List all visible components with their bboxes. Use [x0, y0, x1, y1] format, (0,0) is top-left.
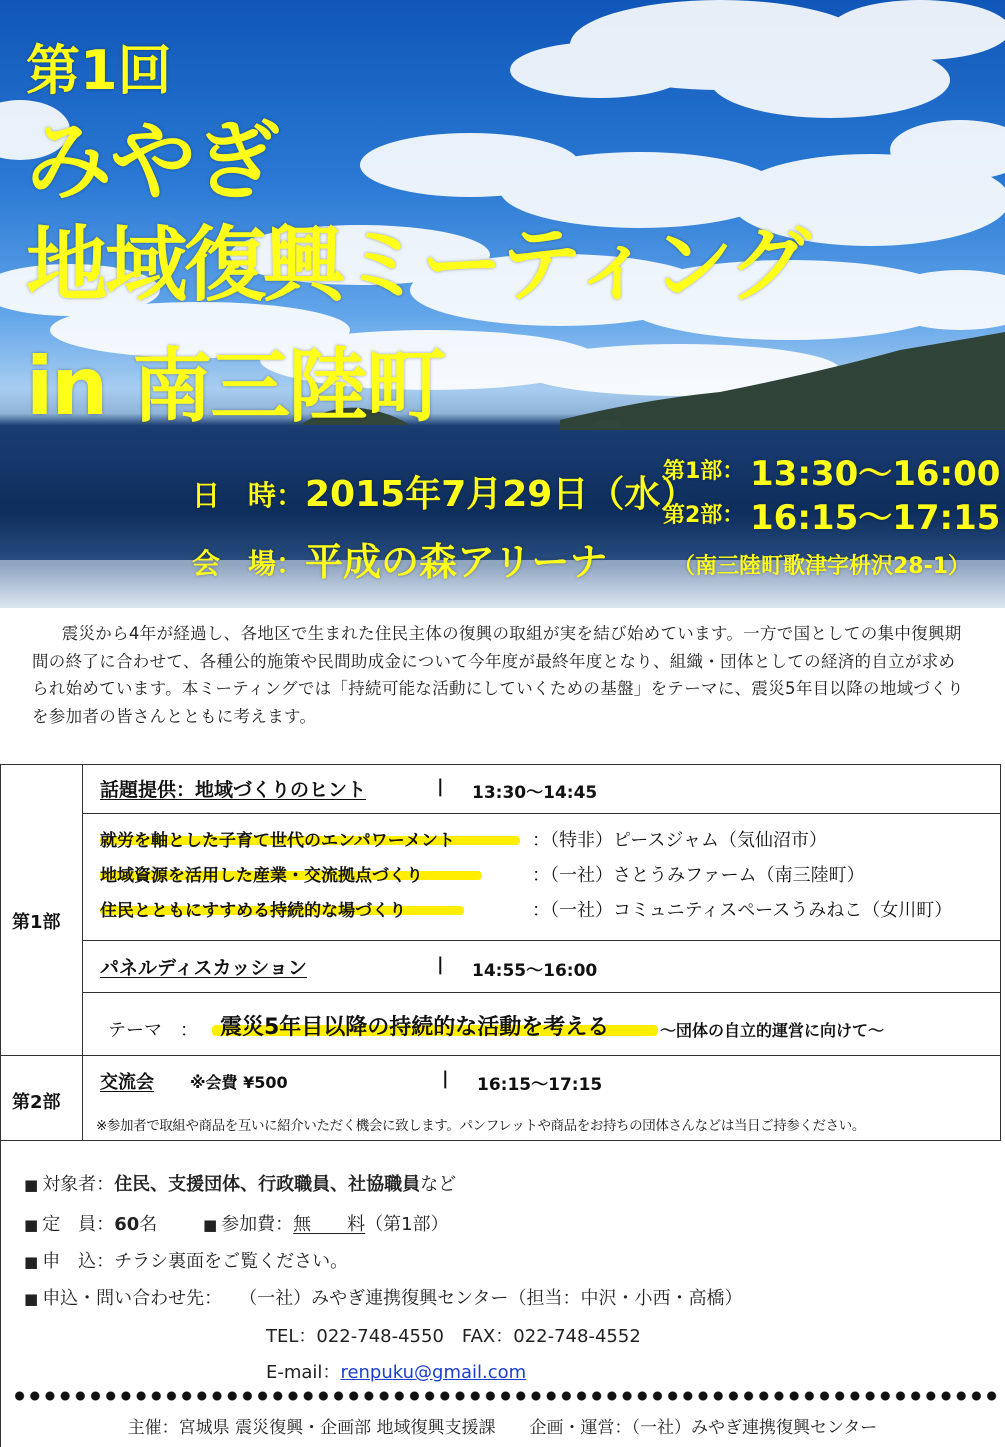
email-label: E-mail： [266, 1362, 341, 1383]
table-divider [82, 813, 1001, 814]
page-left-border [0, 764, 1, 1447]
exchange-fee: ※会費 ¥500 [190, 1073, 288, 1092]
hero-banner [0, 0, 1005, 608]
bullet-square: ■ [24, 1216, 39, 1234]
table-divider [0, 1055, 1001, 1056]
exchange-separator: | [442, 1068, 449, 1089]
part1-heading: 第1部 [12, 912, 61, 933]
bullet-square: ■ [202, 1216, 218, 1234]
exchange-note: ※参加者で取組や商品を互いに紹介いただく機会に致します。パンフレットや商品をお持ちの団体さんなどは当日ご持参ください。 [96, 1118, 865, 1134]
topic-organization: ：（特非）ピースジャム（気仙沼市） [532, 830, 828, 851]
topic-organization: ：（一社）コミュニティスペースうみねこ（女川町） [532, 900, 953, 921]
talk-time: 13:30〜14:45 [472, 783, 598, 803]
apply-value: チラシ裏面をご覧ください。 [114, 1251, 349, 1272]
topic-title: 住民とともにすすめる持続的な場づくり [100, 901, 407, 921]
edition-label: 第1回 [26, 39, 172, 102]
title-line-location: in 南三陸町 [26, 340, 445, 433]
apply-row [24, 1247, 348, 1273]
dotted-divider [12, 1388, 997, 1404]
part1-label: 第1部： [663, 459, 745, 484]
table-column-divider [82, 764, 83, 1140]
panel-title: パネルディスカッション [100, 957, 307, 979]
part2-time: 16:15〜17:15 [750, 498, 1001, 538]
contact-value: （一社）みやぎ連携復興センター（担当：中沢・小西・高橋） [248, 1288, 743, 1309]
date-value: 2015年7月29日（水） [305, 474, 697, 515]
part2-heading: 第2部 [12, 1092, 61, 1113]
contact-label: 申込・問い合わせ先： [42, 1288, 223, 1309]
bullet-square: ■ [24, 1253, 39, 1271]
exchange-time: 16:15〜17:15 [477, 1075, 603, 1095]
topic-organization: ：（一社）さとうみファーム（南三陸町） [532, 865, 865, 886]
title-line-miyagi: みやぎ [26, 112, 278, 212]
bullet-square: ■ [24, 1290, 39, 1308]
target-row [24, 1170, 456, 1196]
fee-value: 無 料 [293, 1214, 366, 1235]
fee-label: 参加費： [221, 1214, 294, 1235]
theme-title: 震災5年目以降の持続的な活動を考える [220, 1015, 610, 1040]
footer-organizers: 主催：宮城県 震災復興・企画部 地域復興支援課 企画・運営：（一社）みやぎ連携復興センター [127, 1418, 878, 1438]
table-bottom-border [0, 1140, 1001, 1141]
email-link[interactable]: renpuku@gmail.com [340, 1362, 527, 1383]
part1-time: 13:30〜16:00 [750, 454, 1001, 494]
part2-label: 第2部： [663, 503, 745, 528]
table-right-border [1000, 764, 1001, 1140]
contact-row [24, 1284, 742, 1310]
capacity-value: 60 [114, 1214, 140, 1235]
exchange-title: 交流会 [100, 1072, 154, 1093]
capacity-unit: 名 [139, 1214, 158, 1235]
capacity-label: 定 員： [42, 1214, 115, 1235]
capacity-row [24, 1210, 449, 1236]
tel-fax: TEL：022-748-4550 FAX：022-748-4552 [266, 1326, 641, 1347]
table-top-border [0, 764, 1001, 765]
venue-address: （南三陸町歌津字枡沢28-1） [673, 554, 971, 579]
target-suffix: など [420, 1174, 457, 1195]
target-label: 対象者： [42, 1174, 115, 1195]
title-line-meeting: 地域復興ミーティング [26, 218, 808, 313]
theme-subtitle: 〜団体の自立的運営に向けて〜 [660, 1021, 885, 1040]
intro-paragraph: 震災から4年が経過し、各地区で生まれた住民主体の復興の取組が実を結び始めています。一方で国としての集中復興期間の終了に合わせて、各種公的施策や民間助成金について今年度が最終年度となり、組織・団体としての経済的自立が求められ始めています。本ミーティングでは「持続可能な活動にしていくための基盤」をテーマに、震災5年目以降の地域づくりを参加者の皆さんとともに考えます。 [32, 624, 964, 726]
target-value: 住民、支援団体、行政職員、社協職員 [114, 1174, 421, 1195]
table-divider [82, 940, 1001, 941]
topic-title: 就労を軸とした子育て世代のエンパワーメント [100, 831, 455, 851]
email-row [266, 1358, 526, 1384]
panel-separator: | [437, 954, 444, 975]
bullet-square: ■ [24, 1176, 39, 1194]
panel-time: 14:55〜16:00 [472, 961, 598, 981]
venue-name: 平成の森アリーナ [305, 540, 608, 584]
fee-note: （第1部） [365, 1214, 449, 1235]
venue-label: 会 場： [192, 547, 305, 580]
apply-label: 申 込： [42, 1251, 115, 1272]
date-label: 日 時： [192, 479, 305, 512]
talk-title: 話題提供：地域づくりのヒント [100, 779, 367, 801]
talk-separator: | [437, 776, 444, 797]
table-divider [82, 992, 1001, 993]
topic-title: 地域資源を活用した産業・交流拠点づくり [100, 866, 423, 886]
theme-label: テーマ ： [108, 1020, 198, 1041]
